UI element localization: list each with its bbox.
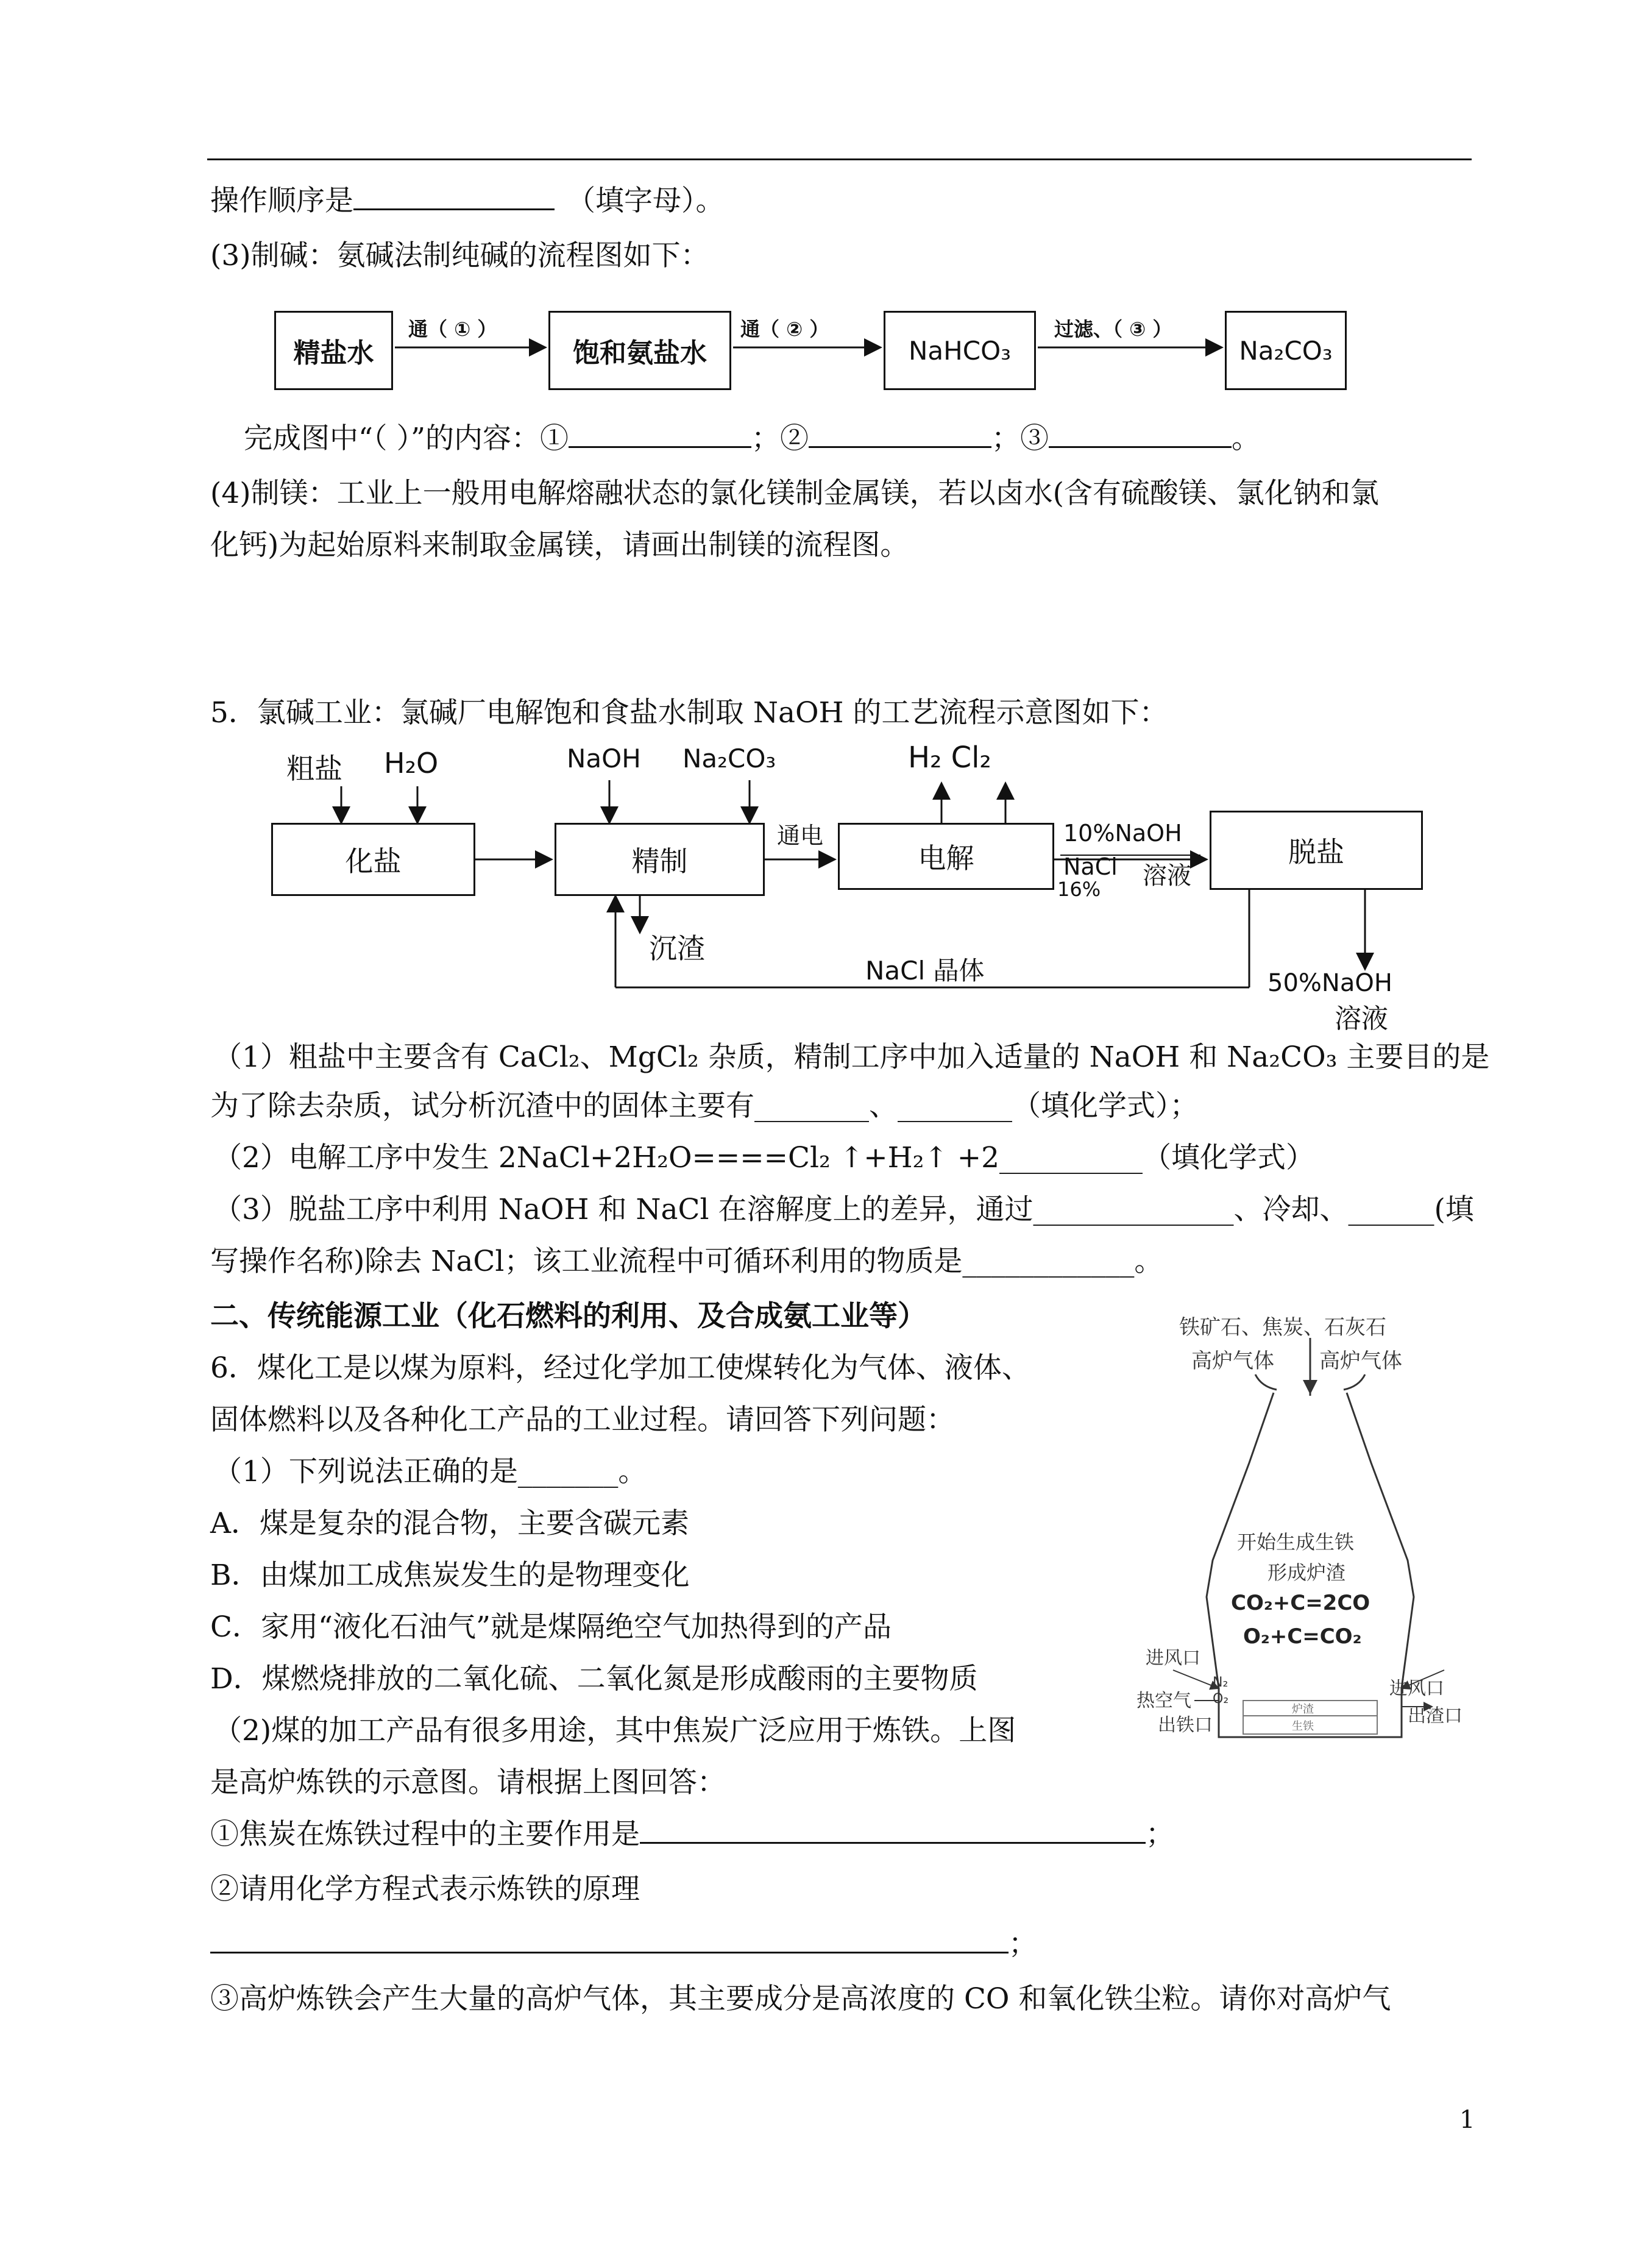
flow2-input-naoh: NaOH (567, 744, 641, 773)
furnace-gas-left: 高炉气体 (1191, 1349, 1274, 1373)
flow2-box-desalt: 脱盐 (1210, 811, 1423, 890)
furnace-top-label: 铁矿石、焦炭、石灰石 (1179, 1315, 1386, 1340)
flow2-percent-label: 16% (1057, 878, 1101, 901)
flow2-box-electrolysis: 电解 (838, 823, 1054, 890)
furnace-hot-air: 热空气 (1136, 1690, 1191, 1712)
q5-p2: （2）电解工序中发生 2NaCl+2H₂O====Cl₂ ↑+H₂↑ +2__________（填化学式） (213, 1141, 1315, 1175)
furnace-equation-1: CO₂+C=2CO (1231, 1591, 1370, 1615)
q6-sub2-a: （2)煤的加工产品有很多用途，其中焦炭广泛应用于炼铁。上图 (213, 1714, 1016, 1747)
page-number: 1 (1459, 2106, 1475, 2134)
furnace-iron-outlet: 出铁口 (1158, 1715, 1213, 1736)
q6-sub1: （1）下列说法正确的是_______。 (213, 1455, 647, 1488)
q6-s1: ①焦炭在炼铁过程中的主要作用是 ； (210, 1818, 1174, 1851)
q5-p3a: （3）脱盐工序中利用 NaOH 和 NaCl 在溶解度上的差异，通过______________、冷却、______(填 (213, 1193, 1474, 1226)
q6-option-a: A．煤是复杂的混合物，主要含碳元素 (210, 1507, 689, 1540)
q4-line4a: (4)制镁：工业上一般用电解熔融状态的氯化镁制金属镁，若以卤水(含有硫酸镁、氯化钠和氯 (210, 477, 1379, 510)
flow1-box-brine: 精盐水 (274, 311, 393, 390)
flow1-box-na2co3: Na₂CO₃ (1225, 311, 1347, 390)
flow2-solution-label: 溶液 (1143, 862, 1191, 890)
furnace-zone-slag: 形成炉渣 (1268, 1561, 1346, 1584)
flow2-box-dissolve: 化盐 (271, 823, 475, 896)
q6-s2-answer: ； (210, 1926, 1037, 1963)
q6-option-d: D．煤燃烧排放的二氧化硫、二氧化氮是形成酸雨的主要物质 (210, 1662, 978, 1696)
q5-p3b: 写操作名称)除去 NaCl；该工业流程中可循环利用的物质是____________。 (210, 1245, 1163, 1278)
furnace-inner-slag: 炉渣 (1292, 1703, 1314, 1716)
q4-fill-line: 完成图中“（ ）”的内容：① ；② ；③ 。 (244, 422, 1260, 455)
flow2-naoh-label: 10%NaOH (1063, 820, 1182, 847)
flow1-arrow3-label: 过滤、（ ③ ） (1054, 318, 1172, 341)
q6-s3: ③高炉炼铁会产生大量的高炉气体，其主要成分是高浓度的 CO 和氧化铁尘粒。请你对高炉气 (210, 1982, 1391, 2016)
q5-p1a: （1）粗盐中主要含有 CaCl₂、MgCl₂ 杂质，精制工序中加入适量的 NaOH 和 Na₂CO₃ 主要目的是 (213, 1040, 1490, 1074)
flow2-output-gases: H₂ Cl₂ (908, 741, 991, 775)
q6-option-c: C．家用“液化石油气”就是煤隔绝空气加热得到的产品 (210, 1610, 892, 1644)
flow2-input-crude-salt: 粗盐 (286, 752, 342, 785)
flow2-product-solution: 溶液 (1335, 1003, 1388, 1034)
q5-p1b: 为了除去杂质，试分析沉渣中的固体主要有________、________（填化学式）； (210, 1089, 1199, 1123)
q5-title: 5．氯碱工业：氯碱厂电解饱和食盐水制取 NaOH 的工艺流程示意图如下： (210, 696, 1168, 730)
answer-blank-s2[interactable] (210, 1927, 1009, 1953)
flow2-input-water: H₂O (384, 747, 439, 780)
flow1-box-nahco3: NaHCO₃ (884, 311, 1036, 390)
flow1-box-ammonia-brine: 饱和氨盐水 (548, 311, 731, 390)
furnace-o2: O₂ (1213, 1691, 1229, 1707)
flow2-power-label: 通电 (777, 822, 824, 849)
furnace-inlet-right: 进风口 (1389, 1678, 1444, 1699)
flow1-arrow2-label: 通（ ② ） (740, 318, 829, 341)
furnace-gas-right: 高炉气体 (1319, 1349, 1402, 1373)
furnace-zone-iron: 开始生成生铁 (1237, 1530, 1355, 1554)
furnace-slag-outlet: 出渣口 (1408, 1705, 1462, 1727)
flow2-residue-label: 沉渣 (649, 932, 705, 965)
q4-line1: 操作顺序是 （填字母）。 (210, 184, 725, 218)
flow2-nacl-label: NaCl (1063, 853, 1118, 880)
section-heading: 二、传统能源工业（化石燃料的利用、及合成氨工业等） (210, 1299, 926, 1333)
flow2-recycle-label: NaCl 晶体 (865, 956, 985, 986)
flow2-product-label: 50%NaOH (1268, 969, 1392, 997)
furnace-inner-iron: 生铁 (1292, 1720, 1314, 1733)
q6-sub2-b: 是高炉炼铁的示意图。请根据上图回答： (210, 1766, 726, 1799)
q6-line-a: 6．煤化工是以煤为原料，经过化学加工使煤转化为气体、液体、 (210, 1351, 1030, 1385)
q6-line-b: 固体燃料以及各种化工产品的工业过程。请回答下列问题： (210, 1403, 955, 1437)
q6-s2: ②请用化学方程式表示炼铁的原理 (210, 1872, 640, 1906)
furnace-equation-2: O₂+C=CO₂ (1243, 1624, 1362, 1649)
q6-option-b: B．由煤加工成焦炭发生的是物理变化 (210, 1559, 690, 1592)
flow2-box-refine: 精制 (555, 823, 765, 896)
flow1-arrow1-label: 通（ ① ） (408, 318, 497, 341)
furnace-inlet-left: 进风口 (1146, 1648, 1200, 1669)
q4-line4b: 化钙)为起始原料来制取金属镁，请画出制镁的流程图。 (210, 528, 909, 562)
flow2-input-na2co3: Na₂CO₃ (682, 744, 776, 773)
furnace-n2: N₂ (1213, 1675, 1228, 1690)
q4-line2: (3)制碱：氨碱法制纯碱的流程图如下： (210, 239, 709, 272)
